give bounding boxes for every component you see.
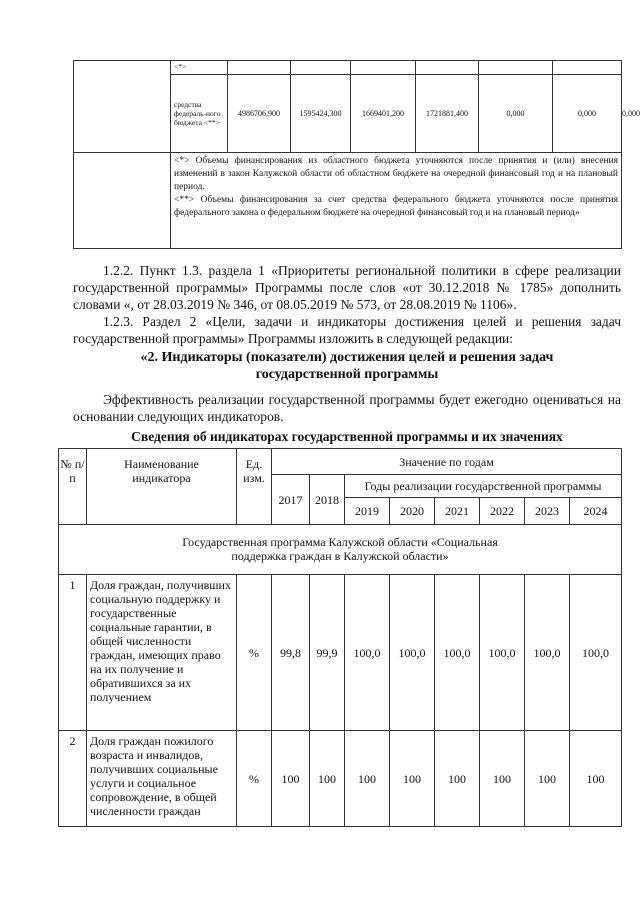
- finance-value: 1669401,200: [351, 75, 416, 153]
- finance-value: 1595424,300: [291, 75, 351, 153]
- header-year: 2020: [390, 498, 435, 525]
- row-value: 100,0: [390, 575, 435, 731]
- header-year: 2023: [525, 498, 570, 525]
- row-value: 100: [390, 731, 435, 827]
- finance-note-marker: <*>: [171, 61, 228, 75]
- finance-note: <*> Объемы финансирования из областного бюджета уточняются после принятия и (или) внесения изменений в закон Калужской области об областном бюджете на очередной финансовый год и на плановый период.: [174, 156, 618, 192]
- paragraph-1-2-3: 1.2.3. Раздел 2 «Цели, задачи и индикаторы достижения целей и решения задач государственной программы» Программы изложить в следующей редакции:: [73, 314, 621, 346]
- finance-note: <**> Объемы финансирования за счет средства федерального бюджета уточняются после принятия федерального закона о федеральном бюджете на очередной финансовый год и на плановый период»: [174, 195, 618, 218]
- row-unit: %: [237, 731, 272, 827]
- row-value: 100: [480, 731, 525, 827]
- row-unit: %: [237, 575, 272, 731]
- indicators-table: [58, 448, 622, 827]
- finance-row-label: средства федераль-ного бюджета <**>: [171, 75, 228, 153]
- row-indicator-name: Доля граждан, получивших социальную поддержку и государственные социальные гарантии, в общей численности граждан, имеющих право на их получение и обратившихся за их получением: [87, 575, 237, 731]
- header-year-2017: 2017: [272, 475, 310, 525]
- header-unit: Ед. изм.: [237, 449, 272, 525]
- finance-value: 0,000: [553, 75, 622, 153]
- row-value: 100: [310, 731, 345, 827]
- section-heading-line1: «2. Индикаторы (показатели) достижения целей и решения задач: [140, 350, 554, 365]
- section-heading-line2: государственной программы: [255, 367, 439, 382]
- row-value: 100,0: [480, 575, 525, 731]
- header-year-2018: 2018: [310, 475, 345, 525]
- row-value: 100,0: [525, 575, 570, 731]
- table-title: Сведения об индикаторах государственной программы и их значениях: [131, 429, 563, 444]
- finance-notes: [171, 153, 622, 249]
- row-value: 100: [345, 731, 390, 827]
- row-num: 1: [59, 575, 87, 731]
- finance-table: <*> средства федераль-ного бюджета <**> 4986706,900 1595424,300 1669401,200 1721881,400 0,000 0,000 0,000 <*> Объемы финансирования из областного бюджета уточняются после принятия и (или) внесения изменений в закон Калужской области об областном бюджете на очередной финансовый год и на плановый период. <**> Объемы финансирования за счет средства федерального бюджета уточняются после принятия федерального закона о федеральном бюджете на очередной финансовый год и на плановый период»: [73, 60, 622, 249]
- row-value: 100: [272, 731, 310, 827]
- row-value: 99,9: [310, 575, 345, 731]
- finance-empty-cell: [74, 153, 171, 249]
- program-title: Государственная программа Калужской области «Социальная поддержка граждан в Калужской области»: [182, 535, 498, 563]
- finance-value: 4986706,900: [228, 75, 291, 153]
- row-value: 100: [570, 731, 622, 827]
- finance-value: 1721881,400: [416, 75, 479, 153]
- header-year: 2024: [570, 498, 622, 525]
- row-value: 100,0: [570, 575, 622, 731]
- row-value: 100,0: [435, 575, 480, 731]
- header-program-years: Годы реализации государственной программы: [345, 475, 622, 498]
- header-year: 2021: [435, 498, 480, 525]
- finance-empty-cell: [74, 61, 171, 153]
- row-value: 100: [525, 731, 570, 827]
- row-value: 100,0: [345, 575, 390, 731]
- row-value: 99,8: [272, 575, 310, 731]
- row-indicator-name: Доля граждан пожилого возраста и инвалидов, получивших социальные услуги и социальное сопровождение, в общей численности граждан: [87, 731, 237, 827]
- paragraph-effectiveness: Эффективность реализации государственной программы будет ежегодно оцениваться на основании следующих индикаторов.: [73, 392, 621, 424]
- row-value: 100: [435, 731, 480, 827]
- header-year: 2022: [480, 498, 525, 525]
- header-indicator-name: Наименование индикатора: [87, 449, 237, 525]
- table-row: [59, 731, 622, 827]
- program-title-row: [59, 525, 622, 575]
- finance-value: 0,000: [479, 75, 553, 153]
- table-row: [59, 575, 622, 731]
- paragraph-1-2-2: 1.2.2. Пункт 1.3. раздела 1 «Приоритеты региональной политики в сфере реализации государственной программы» Программы после слов «от 30.12.2018 № 1785» дополнить словами «, от 28.03.2019 № 346, от 08.05.2019 № 573, от 28.08.2019 № 1106».: [73, 263, 621, 312]
- header-values-by-year: Значение по годам: [272, 449, 622, 475]
- header-year: 2019: [345, 498, 390, 525]
- header-num: № п/п: [59, 449, 87, 525]
- row-num: 2: [59, 731, 87, 827]
